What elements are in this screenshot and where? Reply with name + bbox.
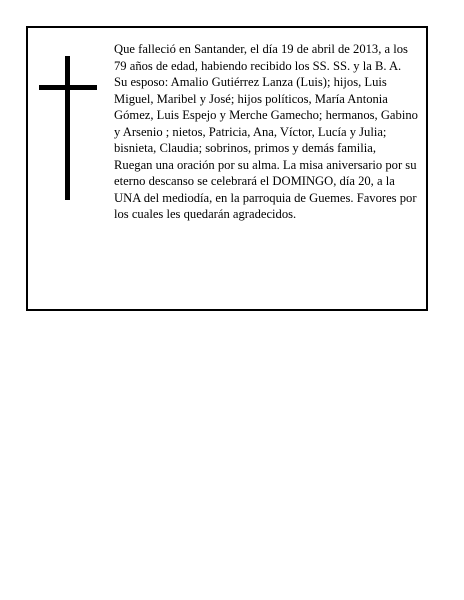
cross-vertical-bar xyxy=(65,56,70,200)
family-list-paragraph: Su esposo: Amalio Gutiérrez Lanza (Luis); hijos, Luis Miguel, Maribel y José; hijos políticos, María Antonia Gómez, Luis Espejo y Merche Gamecho; hermanos, Gabino y Arsenio ; nietos, Patricia, Ana, Víctor, Lucía y Julia; bisnieta, Claudia; sobrinos, primos y demás familia, xyxy=(114,75,418,155)
mass-invitation-paragraph: Ruegan una oración por su alma. La misa aniversario por su eterno descanso se celebrará el DOMINGO, día 20, a la UNA del mediodía, en la parroquia de Guemes. Favores por los cuales les quedarán agradecidos. xyxy=(114,157,417,221)
latin-cross-icon xyxy=(39,56,97,200)
cross-horizontal-bar xyxy=(39,85,97,90)
notice-text xyxy=(114,41,420,223)
obituary-notice xyxy=(26,26,428,311)
death-announcement-paragraph: Que falleció en Santander, el día 19 de abril de 2013, a los 79 años de edad, habiendo recibido los SS. SS. y la B. A. xyxy=(114,42,408,73)
